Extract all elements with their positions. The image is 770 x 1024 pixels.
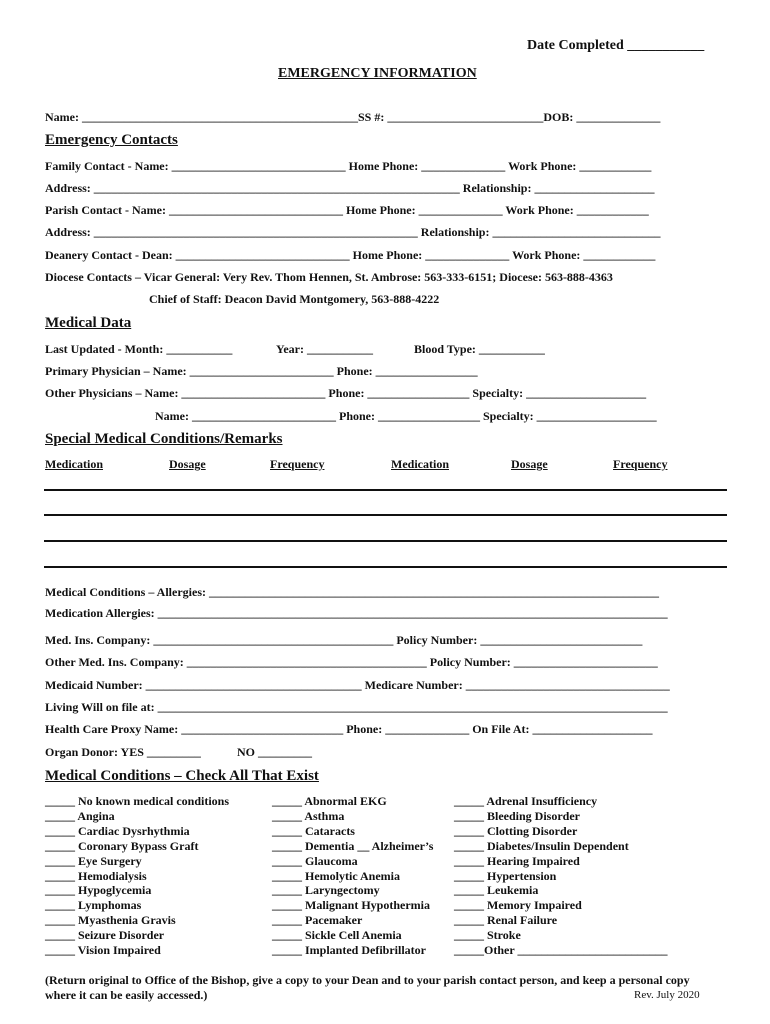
condition-item[interactable]: _____ Hemodialysis xyxy=(45,868,147,883)
condition-item[interactable]: _____ Vision Impaired xyxy=(45,943,161,958)
condition-item[interactable]: _____ Cataracts xyxy=(272,823,355,838)
other-med-ins-line[interactable]: Other Med. Ins. Company: ________________________________________ Policy Number: ________________________ xyxy=(45,655,658,669)
condition-item[interactable]: _____ Hypoglycemia xyxy=(45,883,152,898)
other-physicians-line-1[interactable]: Other Physicians – Name: ________________________ Phone: _________________ Specialty: ____________________ xyxy=(45,386,647,400)
conditions-allergies-line[interactable]: Medical Conditions – Allergies: ___________________________________________________________________________ xyxy=(45,585,659,599)
name-ss-dob-line[interactable]: Name: ______________________________________________SS #: __________________________DOB: ______________ xyxy=(45,110,661,124)
page-title: EMERGENCY INFORMATION xyxy=(278,66,477,81)
condition-item[interactable]: _____ Cardiac Dysrhythmia xyxy=(45,823,190,838)
condition-item[interactable]: _____ Angina xyxy=(45,808,115,823)
family-contact-line[interactable]: Family Contact - Name: _____________________________ Home Phone: ______________ Work Phone: ____________ xyxy=(45,159,652,173)
condition-item[interactable]: _____ Leukemia xyxy=(454,883,539,898)
condition-item[interactable]: _____ No known medical conditions xyxy=(45,794,230,808)
med-ins-company-line[interactable]: Med. Ins. Company: ________________________________________ Policy Number: ___________________________ xyxy=(45,633,643,647)
other-physicians-line-2[interactable]: Name: ________________________ Phone: _________________ Specialty: ____________________ xyxy=(155,409,657,423)
medication-allergies-line[interactable]: Medication Allergies: _____________________________________________________________________________________ xyxy=(45,606,668,620)
condition-item[interactable]: _____ Sickle Cell Anemia xyxy=(272,928,402,943)
entry-rule-2[interactable] xyxy=(44,514,727,516)
condition-item[interactable]: _____ Bleeding Disorder xyxy=(454,808,580,823)
condition-item[interactable]: _____ Hemolytic Anemia xyxy=(272,868,400,883)
column-dosage-2: Dosage xyxy=(511,457,548,471)
condition-item[interactable]: _____ Renal Failure xyxy=(454,913,558,928)
conditions-column-1 xyxy=(45,794,229,958)
blood-type-field[interactable]: Blood Type: ___________ xyxy=(414,342,545,356)
health-care-proxy-line[interactable]: Health Care Proxy Name: ___________________________ Phone: ______________ On File At: ____________________ xyxy=(45,722,653,736)
special-conditions-heading: Special Medical Conditions/Remarks xyxy=(45,431,283,447)
family-address-line[interactable]: Address: _____________________________________________________________ Relationship: ____________________ xyxy=(45,181,655,195)
column-frequency: Frequency xyxy=(270,457,325,471)
condition-item[interactable]: _____ Asthma xyxy=(272,808,345,823)
primary-physician-line[interactable]: Primary Physician – Name: ________________________ Phone: _________________ xyxy=(45,364,478,378)
conditions-column-2 xyxy=(272,794,433,958)
footer-note-line-2: where it can be easily accessed.) xyxy=(45,988,208,1002)
condition-item[interactable]: _____ Laryngectomy xyxy=(272,883,380,898)
condition-item[interactable]: _____ Coronary Bypass Graft xyxy=(45,838,199,853)
parish-address-line[interactable]: Address: ______________________________________________________ Relationship: ____________________________ xyxy=(45,225,661,239)
deanery-contact-line[interactable]: Deanery Contact - Dean: _____________________________ Home Phone: ______________ Work Phone: ____________ xyxy=(45,248,656,262)
column-medication-2: Medication xyxy=(391,457,449,471)
medical-data-heading: Medical Data xyxy=(45,315,132,331)
condition-item[interactable]: _____ Seizure Disorder xyxy=(45,928,165,943)
condition-item[interactable]: _____ Abnormal EKG xyxy=(272,794,387,808)
revision-date: Rev. July 2020 xyxy=(634,989,700,1001)
condition-item[interactable]: _____ Memory Impaired xyxy=(454,898,582,913)
chief-of-staff-line: Chief of Staff: Deacon David Montgomery, 563-888-4222 xyxy=(149,292,440,306)
organ-donor-yes-field[interactable]: Organ Donor: YES _________ xyxy=(45,745,201,759)
condition-item[interactable]: _____ Adrenal Insufficiency xyxy=(454,794,598,808)
check-conditions-heading: Medical Conditions – Check All That Exist xyxy=(45,768,319,784)
entry-rule-4[interactable] xyxy=(44,566,727,568)
condition-item[interactable]: _____ Pacemaker xyxy=(272,913,363,928)
conditions-column-3 xyxy=(454,794,667,958)
column-medication: Medication xyxy=(45,457,103,471)
column-frequency-2: Frequency xyxy=(613,457,668,471)
condition-item[interactable]: _____ Implanted Defibrillator xyxy=(272,943,426,958)
organ-donor-no-field[interactable]: NO _________ xyxy=(237,745,312,759)
condition-item[interactable]: _____ Hearing Impaired xyxy=(454,853,580,868)
condition-item[interactable]: _____ Hypertension xyxy=(454,868,557,883)
emergency-contacts-heading: Emergency Contacts xyxy=(45,132,178,148)
diocese-contacts-line: Diocese Contacts – Vicar General: Very Rev. Thom Hennen, St. Ambrose: 563-333-6151; Diocese: 563-888-4363 xyxy=(45,270,613,284)
last-updated-month-field[interactable]: Last Updated - Month: ___________ xyxy=(45,342,233,356)
column-dosage: Dosage xyxy=(169,457,206,471)
condition-item[interactable]: _____ Dementia __ Alzheimer’s xyxy=(272,838,434,853)
living-will-line[interactable]: Living Will on file at: _____________________________________________________________________________________ xyxy=(45,700,668,714)
date-completed-field[interactable]: Date Completed ___________ xyxy=(527,38,705,53)
condition-item[interactable]: _____Other _________________________ xyxy=(454,943,668,958)
parish-contact-line[interactable]: Parish Contact - Name: _____________________________ Home Phone: ______________ Work Phone: ____________ xyxy=(45,203,649,217)
condition-item[interactable]: _____ Diabetes/Insulin Dependent xyxy=(454,838,629,853)
medicaid-medicare-line[interactable]: Medicaid Number: ____________________________________ Medicare Number: __________________________________ xyxy=(45,678,670,692)
condition-item[interactable]: _____ Malignant Hypothermia xyxy=(272,898,430,913)
condition-item[interactable]: _____ Eye Surgery xyxy=(45,853,142,868)
entry-rule-1[interactable] xyxy=(44,489,727,491)
footer-note-line-1: (Return original to Office of the Bishop, give a copy to your Dean and to your parish contact person, and keep a personal copy xyxy=(45,973,690,987)
condition-item[interactable]: _____ Myasthenia Gravis xyxy=(45,913,176,928)
condition-item[interactable]: _____ Lymphomas xyxy=(45,898,142,913)
condition-item[interactable]: _____ Stroke xyxy=(454,928,521,943)
year-field[interactable]: Year: ___________ xyxy=(276,342,373,356)
entry-rule-3[interactable] xyxy=(44,540,727,542)
condition-item[interactable]: _____ Glaucoma xyxy=(272,853,358,868)
condition-item[interactable]: _____ Clotting Disorder xyxy=(454,823,578,838)
